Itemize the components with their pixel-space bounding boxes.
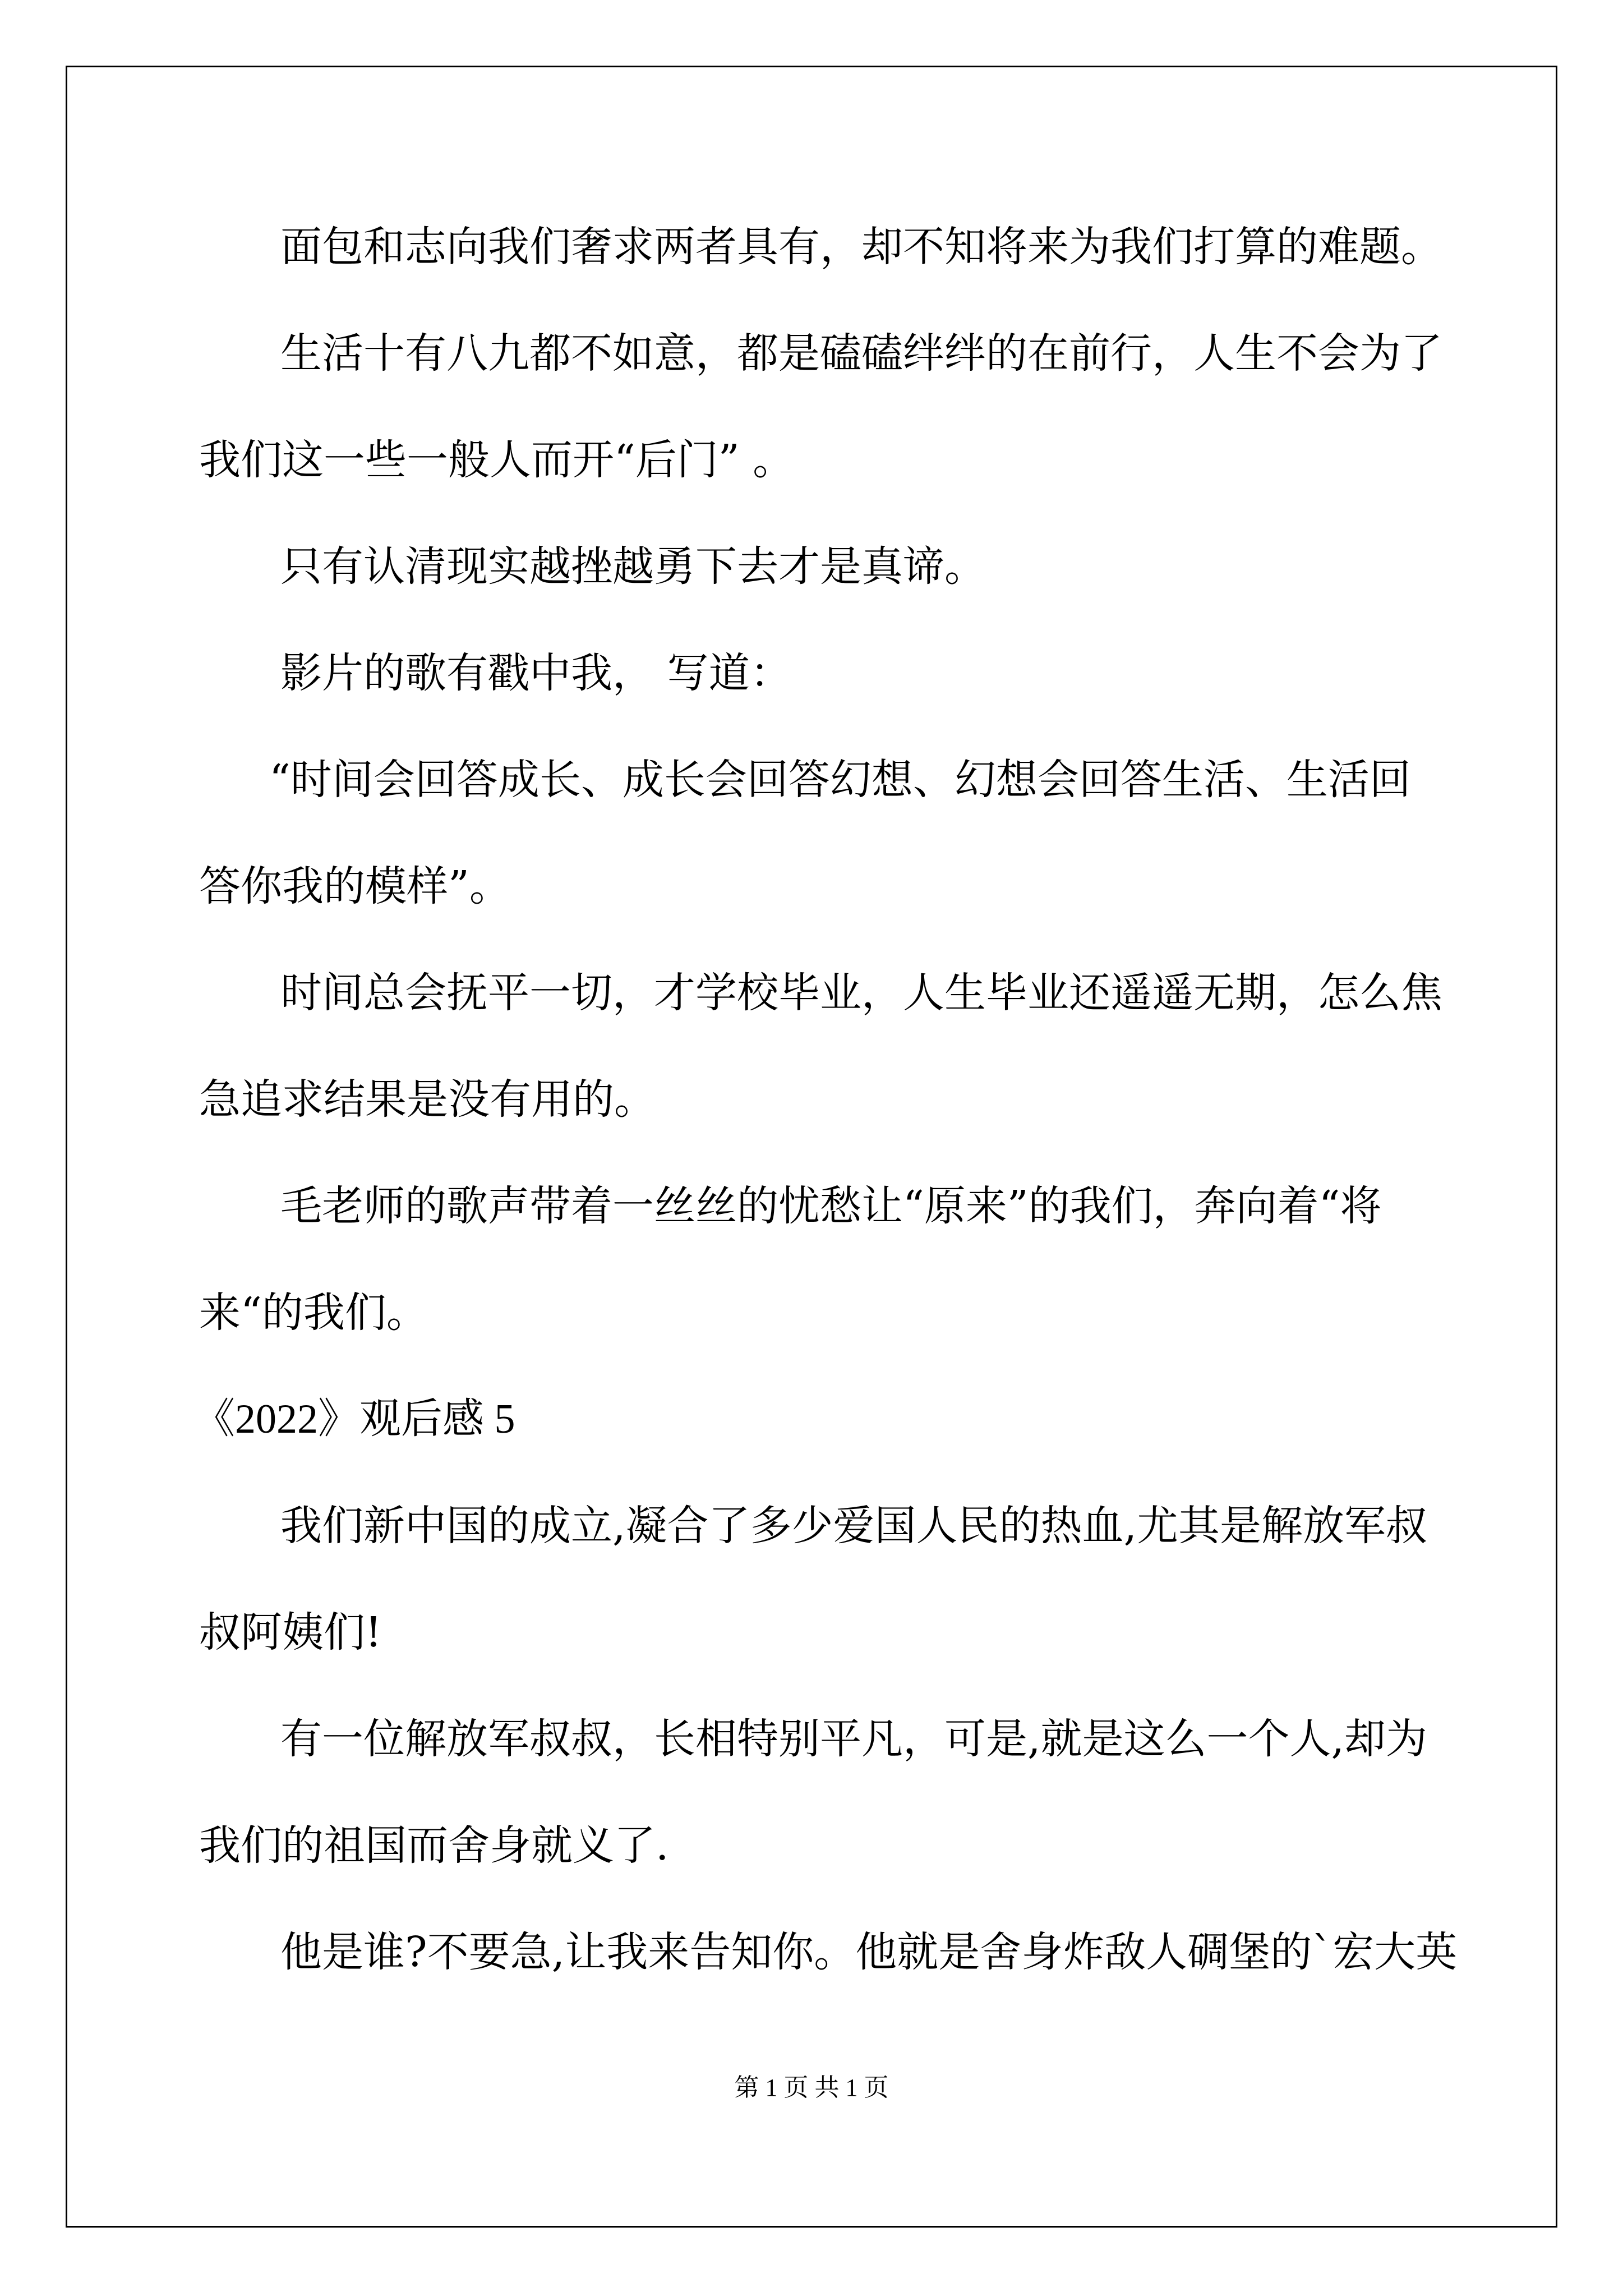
paragraph-line: 有一位解放军叔叔，长相特别平凡，可是,就是这么一个人,却为 (280, 1715, 1428, 1763)
page-number-footer: 第 1 页 共 1 页 (734, 2074, 889, 2101)
paragraph-line: 我们新中国的成立,凝合了多少爱国人民的热血,尤其是解放军叔 (280, 1502, 1428, 1550)
paragraph-line: 答你我的模样”。 (199, 862, 511, 910)
paragraph-line: “时间会回答成长、成长会回答幻想、幻想会回答生活、生活回 (269, 756, 1411, 804)
paragraph-line: 面包和志向我们奢求两者具有，却不知将来为我们打算的难题。 (280, 223, 1442, 271)
paragraph-line: 生活十有八九都不如意，都是磕磕绊绊的在前行，人生不会为了 (280, 329, 1442, 378)
paragraph-line: 影片的歌有戳中我， 写道： (280, 649, 792, 697)
section-heading: 《2022》观后感 5 (193, 1396, 515, 1442)
paragraph-line: 毛老师的歌声带着一丝丝的忧愁让“原来”的我们，奔向着“将 (280, 1182, 1382, 1230)
paragraph-line: 我们这一些一般人而开“后门” 。 (199, 436, 795, 484)
paragraph-line: 我们的祖国而舍身就义了. (199, 1821, 669, 1870)
page-border (66, 66, 1557, 2228)
paragraph-line: 他是谁?不要急,让我来告知你。他就是舍身炸敌人碉堡的`宏大英 (280, 1928, 1458, 1976)
paragraph-line: 急追求结果是没有用的。 (199, 1075, 656, 1124)
paragraph-line: 来“的我们。 (199, 1289, 428, 1337)
paragraph-line: 只有认清现实越挫越勇下去才是真谛。 (280, 542, 986, 591)
paragraph-line: 时间总会抚平一切，才学校毕业，人生毕业还遥遥无期，怎么焦 (280, 969, 1442, 1017)
paragraph-line: 叔阿姨们! (199, 1608, 382, 1657)
